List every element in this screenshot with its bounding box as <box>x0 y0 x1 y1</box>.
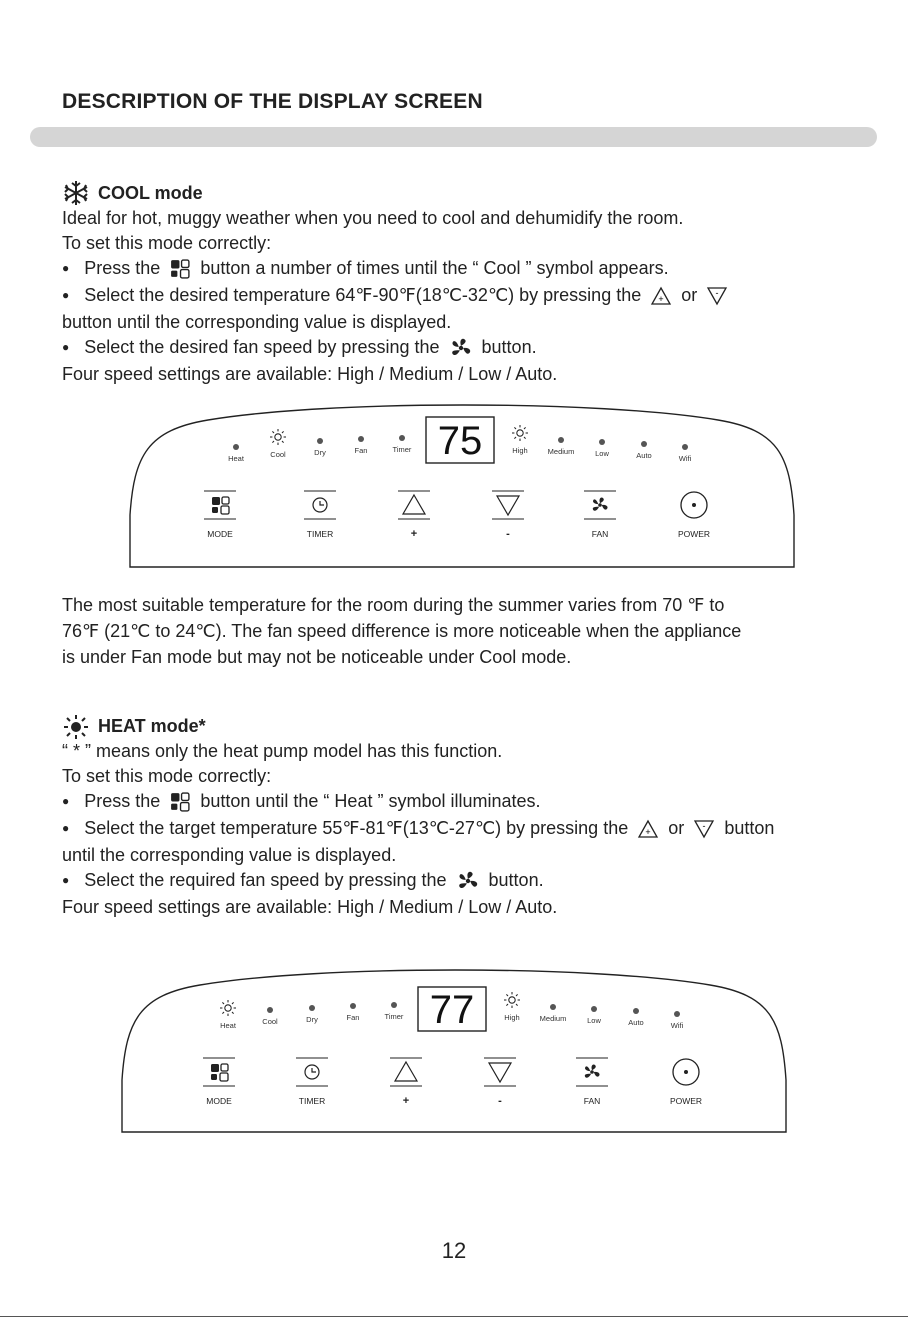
heat-indicator-dot-auto <box>633 1008 639 1014</box>
heat-b1-post: button until the “ Heat ” symbol illuminates. <box>200 791 541 811</box>
power-icon <box>681 492 707 518</box>
cool-button-minus[interactable] <box>492 491 524 540</box>
down-triangle-icon <box>489 1063 511 1082</box>
cool-button-label: - <box>506 528 510 540</box>
timer-icon <box>305 1065 319 1079</box>
cool-note <box>62 592 862 670</box>
cool-b2-or: or <box>681 285 698 305</box>
cool-indicator-label-auto: Auto <box>636 451 652 460</box>
cool-bullet-3 <box>62 335 862 362</box>
heat-set-label: To set this mode correctly: <box>62 766 272 786</box>
heat-button-label: - <box>498 1095 502 1107</box>
cool-button-power[interactable] <box>678 492 710 539</box>
up-triangle-icon <box>637 819 659 839</box>
heat-indicator-sun-high <box>504 992 520 1008</box>
heat-indicator-dot-wifi <box>674 1011 680 1017</box>
cool-heading-text: COOL mode <box>98 182 203 203</box>
heat-indicator-label-auto: Auto <box>628 1018 644 1027</box>
cool-indicator-sun-cool <box>270 429 286 445</box>
cool-indicator-sun-high <box>512 425 528 441</box>
heat-button-minus[interactable] <box>484 1058 516 1107</box>
down-triangle-icon <box>693 819 715 839</box>
heat-button-timer[interactable] <box>296 1058 328 1106</box>
cool-indicator-dot-wifi <box>682 444 688 450</box>
cool-indicator-label-medium: Medium <box>547 447 575 456</box>
heat-b2-pre: Select the target temperature 55℉-81℉(13℃-27℃) by pressing the <box>84 818 629 838</box>
cool-indicator-label-high: High <box>512 446 528 455</box>
heat-heading <box>62 714 862 739</box>
cool-button-label: MODE <box>207 529 233 539</box>
cool-intro: Ideal for hot, muggy weather when you need to cool and dehumidify the room. <box>62 208 684 228</box>
cool-indicator-label-fan: Fan <box>354 446 368 455</box>
up-triangle-icon <box>650 286 672 306</box>
heat-section <box>62 714 862 920</box>
heat-indicator-dot-medium <box>550 1004 556 1010</box>
heat-bullet-2 <box>62 816 862 843</box>
cool-button-label: POWER <box>677 529 711 539</box>
heat-indicator-sun-heat <box>220 1000 236 1016</box>
cool-b2-pre: Select the desired temperature 64℉-90℉(18℃-32℃) by pressing the <box>84 285 642 305</box>
heat-b3-post: button. <box>488 870 544 890</box>
cool-button-plus[interactable] <box>398 491 430 540</box>
heat-b2-post: button <box>724 818 775 838</box>
power-icon <box>673 1059 699 1085</box>
cool-indicator-dot-auto <box>641 441 647 447</box>
down-triangle-icon <box>497 496 519 515</box>
snowflake-icon <box>62 180 90 206</box>
heat-b1-pre: Press the <box>84 791 161 811</box>
mode-icon <box>211 1064 228 1081</box>
heat-button-label: POWER <box>669 1096 703 1106</box>
title-divider-bar <box>30 127 877 147</box>
heat-button-label: + <box>402 1095 410 1107</box>
heat-asterisk-note: “ * ” means only the heat pump model has this function. <box>62 741 503 761</box>
heat-b2-cont: until the corresponding value is displayed. <box>62 845 397 865</box>
heat-button-mode[interactable] <box>203 1058 235 1106</box>
cool-indicator-label-wifi: Wifi <box>678 454 692 463</box>
cool-indicator-dot-timer <box>399 435 405 441</box>
cool-indicator-label-cool: Cool <box>270 450 286 459</box>
cool-button-label: FAN <box>591 529 609 539</box>
cool-set-label: To set this mode correctly: <box>62 233 272 253</box>
mode-icon <box>212 497 229 514</box>
heat-button-fan[interactable] <box>576 1058 608 1106</box>
up-triangle-icon <box>403 495 425 514</box>
sun-icon <box>62 715 90 739</box>
heat-indicator-dot-timer <box>391 1002 397 1008</box>
cool-indicator-dot-low <box>599 439 605 445</box>
cool-indicator-dot-medium <box>558 437 564 443</box>
heat-bullet-1 <box>62 789 862 816</box>
svg-text:-: - <box>702 821 706 832</box>
heat-bullet-3 <box>62 868 862 895</box>
cool-control-panel <box>128 395 798 575</box>
cool-indicator-dot-heat <box>233 444 239 450</box>
cool-note-1: The most suitable temperature for the room during the summer varies from 70 ℉ to <box>62 595 725 615</box>
heat-display-digits: 77 <box>429 988 475 1032</box>
page-title: DESCRIPTION OF THE DISPLAY SCREEN <box>62 90 483 113</box>
fan-icon <box>593 497 608 510</box>
fan-icon <box>456 870 480 892</box>
timer-icon <box>313 498 327 512</box>
cool-indicator-label-low: Low <box>595 449 609 458</box>
cool-bullet-1 <box>62 256 862 283</box>
up-triangle-icon <box>395 1062 417 1081</box>
cool-indicator-dot-dry <box>317 438 323 444</box>
cool-indicator-label-dry: Dry <box>314 448 326 457</box>
svg-text:+: + <box>645 827 651 838</box>
svg-text:-: - <box>715 288 719 299</box>
heat-button-plus[interactable] <box>390 1058 422 1107</box>
heat-indicator-label-low: Low <box>587 1016 601 1025</box>
cool-b1-pre: Press the <box>84 258 161 278</box>
heat-button-label: FAN <box>583 1096 601 1106</box>
heat-indicator-dot-low <box>591 1006 597 1012</box>
cool-speeds: Four speed settings are available: High / Medium / Low / Auto. <box>62 364 558 384</box>
heat-indicator-label-high: High <box>504 1013 520 1022</box>
heat-button-label: MODE <box>206 1096 232 1106</box>
cool-note-3: is under Fan mode but may not be noticeable under Cool mode. <box>62 647 572 667</box>
heat-indicator-label-heat: Heat <box>220 1021 236 1030</box>
fan-icon <box>585 1064 600 1077</box>
cool-button-fan[interactable] <box>584 491 616 539</box>
cool-bullet-2 <box>62 283 862 310</box>
cool-note-2: 76℉ (21℃ to 24℃). The fan speed difference is more noticeable when the appliance <box>62 621 742 641</box>
cool-b1-post: button a number of times until the “ Cool ” symbol appears. <box>200 258 669 278</box>
cool-indicator-label-timer: Timer <box>392 445 412 454</box>
cool-indicator-dot-fan <box>358 436 364 442</box>
heat-indicator-dot-cool <box>267 1007 273 1013</box>
cool-heading <box>62 180 862 206</box>
cool-b3-post: button. <box>481 337 537 357</box>
cool-b3-pre: Select the desired fan speed by pressing the <box>84 337 440 357</box>
page-bottom-rule <box>0 1316 908 1317</box>
cool-button-label: TIMER <box>306 529 334 539</box>
down-triangle-icon <box>706 286 728 306</box>
heat-b3-pre: Select the required fan speed by pressing the <box>84 870 447 890</box>
heat-button-label: TIMER <box>298 1096 326 1106</box>
mode-icon <box>169 791 191 813</box>
heat-indicator-label-medium: Medium <box>539 1014 567 1023</box>
cool-section <box>62 180 862 387</box>
heat-indicator-label-fan: Fan <box>346 1013 360 1022</box>
heat-indicator-label-timer: Timer <box>384 1012 404 1021</box>
heat-b2-or: or <box>668 818 685 838</box>
heat-indicator-dot-dry <box>309 1005 315 1011</box>
cool-indicator-label-heat: Heat <box>228 454 244 463</box>
page-number: 12 <box>441 1238 467 1263</box>
cool-display-digits: 75 <box>437 419 483 463</box>
cool-b2-cont: button until the corresponding value is displayed. <box>62 312 452 332</box>
heat-speeds: Four speed settings are available: High / Medium / Low / Auto. <box>62 897 558 917</box>
heat-indicator-label-wifi: Wifi <box>670 1021 684 1030</box>
cool-button-mode[interactable] <box>204 491 236 539</box>
heat-indicator-label-dry: Dry <box>306 1015 318 1024</box>
mode-icon <box>169 258 191 280</box>
heat-indicator-dot-fan <box>350 1003 356 1009</box>
heat-heading-text: HEAT mode* <box>98 716 206 736</box>
svg-text:+: + <box>658 294 664 305</box>
cool-button-label: + <box>410 528 418 540</box>
heat-control-panel <box>120 962 790 1142</box>
heat-indicator-label-cool: Cool <box>262 1017 278 1026</box>
cool-button-timer[interactable] <box>304 491 336 539</box>
fan-icon <box>449 337 473 359</box>
heat-button-power[interactable] <box>670 1059 702 1106</box>
